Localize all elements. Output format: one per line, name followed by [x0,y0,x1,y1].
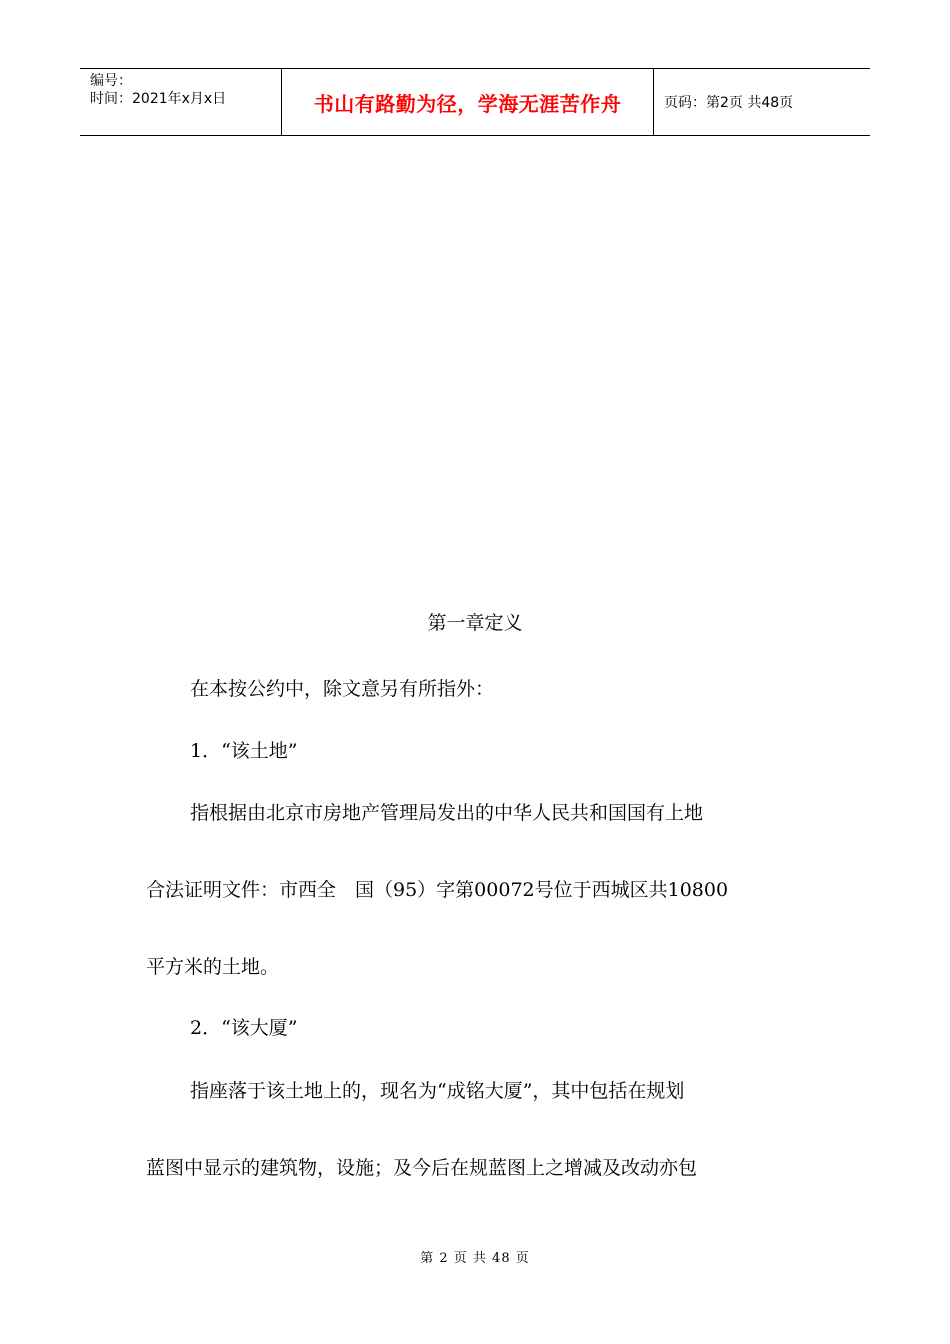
header-motto-cell [282,69,654,135]
header-meta-cell [80,69,282,135]
header-page-info-cell [654,69,870,135]
document-time-label: 时间：2021年x月x日 [90,91,227,107]
page-footer: 第 2 页 共 48 页 [420,1251,530,1266]
header-page-info: 页码：第2页 共48页 [664,95,794,111]
chapter-title: 第一章定义 [427,612,523,634]
header-motto: 书山有路勤为径，学海无涯苦作舟 [313,91,622,116]
document-number-label: 编号： [90,73,132,89]
definition-heading-land: 1．“该土地” [190,740,298,762]
definition-text-line: 指座落于该土地上的，现名为“成铭大厦”，其中包括在规划 [190,1080,685,1102]
page-header [80,68,870,136]
definition-text-line: 蓝图中显示的建筑物，设施；及今后在规蓝图上之增减及改动亦包 [146,1157,698,1179]
intro-paragraph: 在本按公约中，除文意另有所指外： [190,678,495,700]
definition-text-line: 合法证明文件：市西全 国（95）字第00072号位于西城区共10800 [146,879,729,901]
definition-heading-building: 2．“该大厦” [190,1017,298,1039]
definition-text-line: 平方米的土地。 [146,956,280,978]
definition-text-line: 指根据由北京市房地产管理局发出的中华人民共和国国有上地 [190,802,704,824]
